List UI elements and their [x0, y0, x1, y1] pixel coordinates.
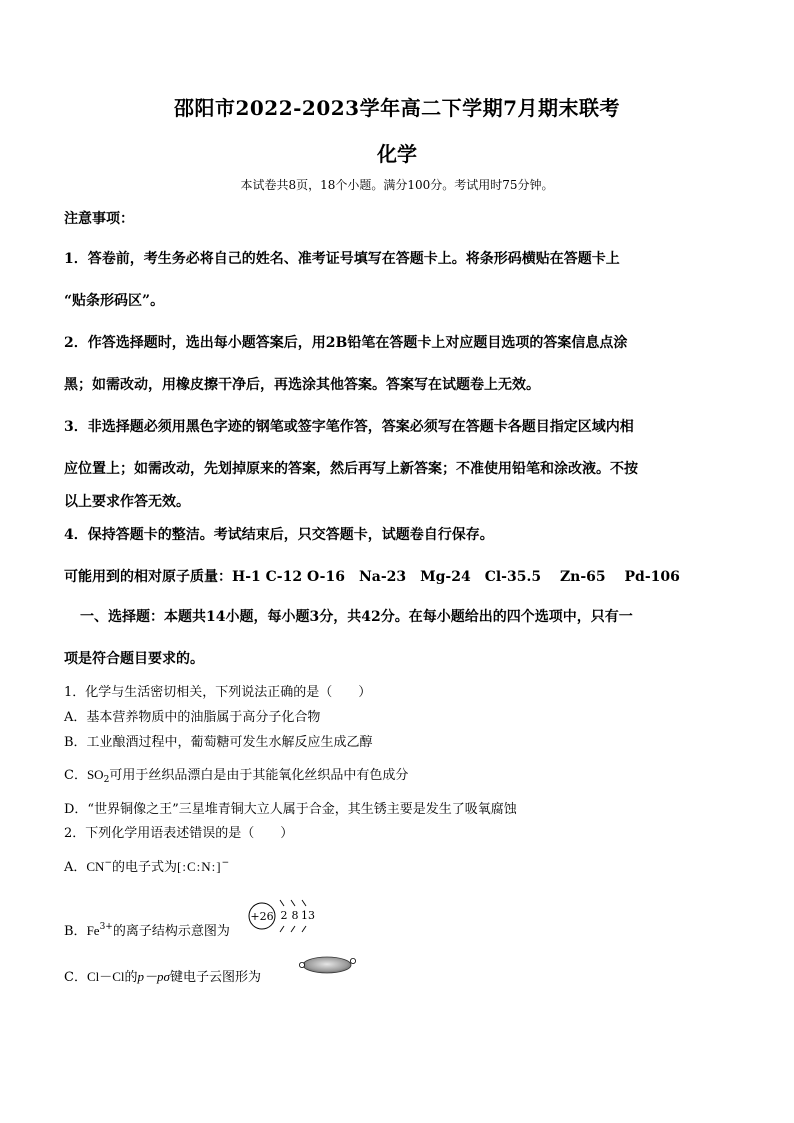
exam-title: 邵阳市2022-2023学年高二下学期7月期末联考	[173, 96, 621, 120]
q2-option-a-ion: CN	[86, 859, 105, 874]
shell-arc-top-2	[291, 900, 295, 906]
cl-nucleus-left	[299, 962, 304, 967]
shell-3-electrons: 13	[301, 909, 315, 922]
q2-option-a-electron-formula: [:C:N:]	[177, 859, 222, 874]
notice-item-3-line-3: 以上要求作答无效。	[64, 494, 190, 510]
q1-option-a: A．基本营养物质中的油脂属于高分子化合物	[64, 710, 321, 725]
atomic-mass-line: 可能用到的相对原子质量：H-1 C-12 O-16 Na-23 Mg-24 Cl-35.5 Zn-65 Pd-106	[64, 569, 680, 585]
q2-option-c-bond: p－pσ	[137, 969, 170, 984]
q2-option-b-charge: 3+	[99, 922, 113, 932]
q2-option-c-text-1: 的	[124, 970, 138, 985]
q2-stem: 2．下列化学用语表述错误的是（ ）	[64, 826, 294, 841]
notice-item-4-line-1: 4．保持答题卡的整洁。考试结束后，只交答题卡，试题卷自行保存。	[64, 527, 494, 543]
shell-1-electrons: 2	[280, 909, 288, 922]
section-1-line-1: 一、选择题：本题共14小题，每小题3分，共42分。在每小题给出的四个选项中，只有一	[80, 609, 633, 625]
q2-option-a	[64, 856, 229, 875]
q2-option-c-text-2: 键电子云图形为	[169, 970, 261, 985]
q2-option-b-ion: Fe	[86, 923, 100, 938]
notice-item-3-line-2: 应位置上；如需改动，先划掉原来的答案，然后再写上新答案；不准使用铅笔和涂改液。不按	[64, 461, 638, 477]
q1-option-d: D．“世界铜像之王”三星堆青铜大立人属于合金，其生锈主要是发生了吸氧腐蚀	[64, 802, 517, 817]
notice-item-1-line-1: 1．答卷前，考生务必将自己的姓名、准考证号填写在答题卡上。将条形码横贴在答题卡上	[64, 251, 620, 267]
exam-info: 本试卷共8页，18个小题。满分100分。考试用时75分钟。	[240, 178, 554, 192]
notice-item-2-line-2: 黑；如需改动，用橡皮擦干净后，再选涂其他答案。答案写在试题卷上无效。	[64, 377, 540, 393]
shell-2-electrons: 8	[291, 909, 299, 922]
q1-option-c	[64, 764, 408, 785]
exam-subject: 化学	[377, 142, 417, 166]
q2-option-a-label: A．	[64, 860, 87, 875]
q1-option-c-subscript: 2	[103, 775, 110, 785]
cl-nucleus-right	[350, 958, 355, 963]
q1-stem: 1．化学与生活密切相关，下列说法正确的是（ ）	[64, 685, 372, 700]
nucleus-charge: +26	[250, 910, 274, 923]
q1-option-c-text: 可用于丝织品漂白是由于其能氧化丝织品中有色成分	[109, 768, 409, 783]
q1-option-c-formula: SO	[86, 767, 104, 782]
q2-option-c-label: C．	[64, 970, 87, 985]
sigma-bond-electron-cloud-image	[296, 954, 362, 976]
q1-option-c-label: C．	[64, 768, 87, 783]
q2-option-a-text: 的电子式为	[112, 860, 178, 875]
q2-option-b	[64, 920, 230, 939]
shell-arc-top-3	[302, 900, 306, 906]
q2-option-b-label: B．	[64, 924, 87, 939]
shell-arc-bottom-1	[280, 926, 284, 932]
q2-option-b-text: 的离子结构示意图为	[112, 924, 230, 939]
section-1-line-2: 项是符合题目要求的。	[64, 651, 204, 667]
q2-option-c-formula: Cl－Cl	[86, 969, 125, 984]
notice-item-3-line-1: 3．非选择题必须用黑色字迹的钢笔或签字笔作答，答案必须写在答题卡各题目指定区域内相	[64, 419, 634, 435]
notice-item-2-line-1: 2．作答选择题时，选出每小题答案后，用2B铅笔在答题卡上对应题目选项的答案信息点涂	[64, 335, 628, 351]
shell-arc-bottom-2	[291, 926, 295, 932]
shell-arc-top-1	[280, 900, 284, 906]
notice-heading: 注意事项：	[64, 211, 134, 227]
q1-option-b: B．工业酿酒过程中，葡萄糖可发生水解反应生成乙醇	[64, 735, 373, 750]
notice-item-1-line-2: “贴条形码区”。	[64, 293, 165, 309]
electron-cloud-ellipse	[303, 957, 351, 973]
q2-option-c	[64, 966, 261, 985]
shell-arc-bottom-3	[302, 926, 306, 932]
q2-option-a-formula-charge: −	[221, 858, 230, 868]
fe3-ion-structure-diagram	[246, 896, 326, 936]
q2-option-a-charge: −	[104, 858, 112, 868]
